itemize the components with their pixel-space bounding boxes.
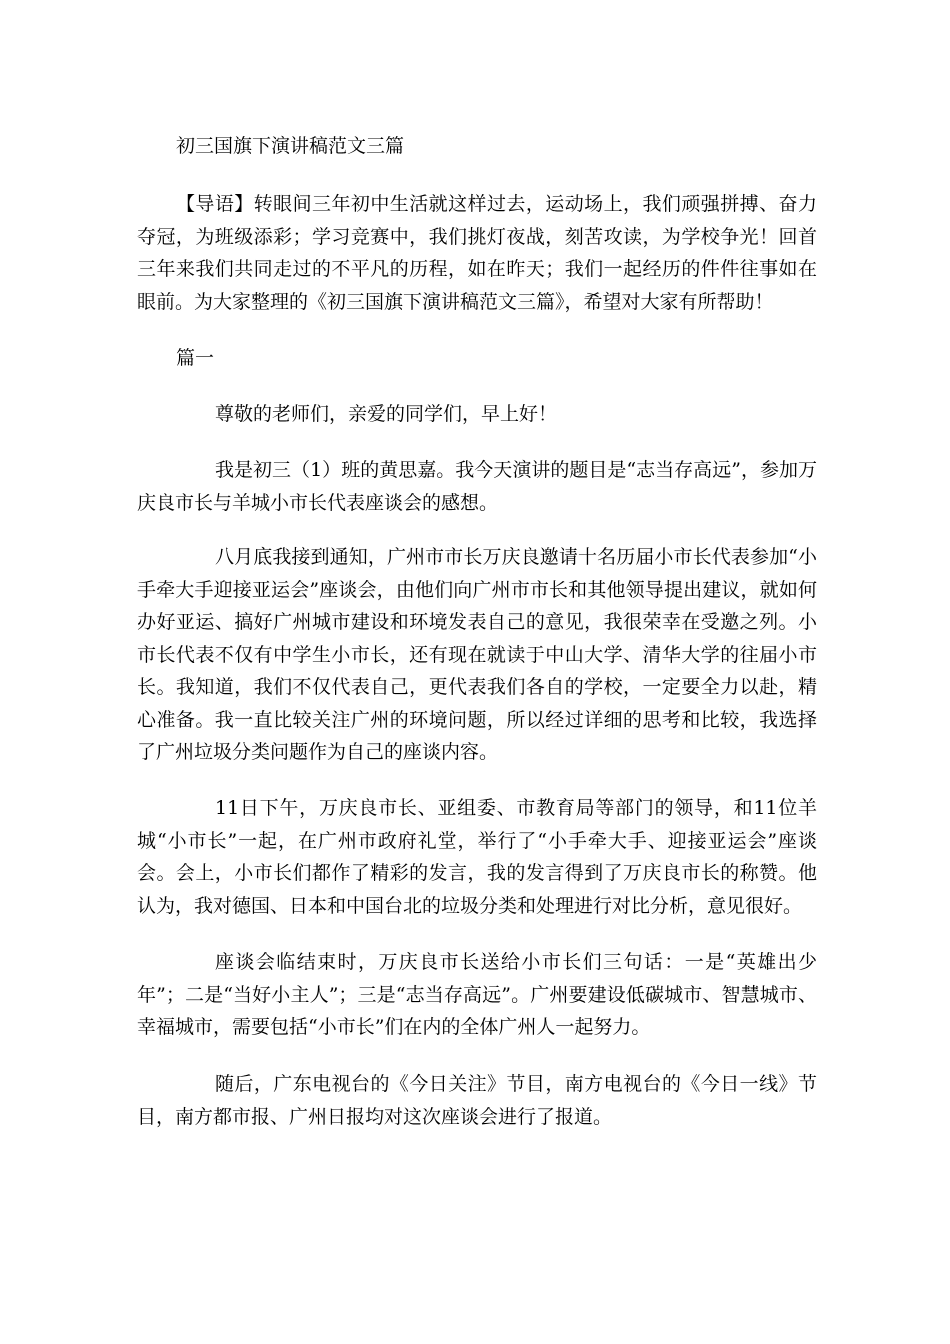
document-title: 初三国旗下演讲稿范文三篇 <box>176 135 405 157</box>
intro-paragraph: 【导语】转眼间三年初中生活就这样过去，运动场上，我们顽强拼搏、奋力夺冠，为班级添彩；学习竞赛中，我们挑灯夜战，刻苦攻读，为学校争光！回首三年来我们共同走过的不平凡的历程，如在昨天；我们一起经历的件件往事如在眼前。为大家整理的《初三国旗下演讲稿范文三篇》，希望对大家有所帮助！ <box>137 193 817 313</box>
section-heading: 篇一 <box>176 347 215 369</box>
body-paragraph: 随后，广东电视台的《今日关注》节目，南方电视台的《今日一线》节目，南方都市报、广州日报均对这次座谈会进行了报道。 <box>137 1073 817 1128</box>
body-paragraph: 座谈会临结束时，万庆良市长送给小市长们三句话：一是“英雄出少年”；二是“当好小主人”；三是“志当存高远”。广州要建设低碳城市、智慧城市、幸福城市，需要包括“小市长”们在内的全体广州人一起努力。 <box>137 951 817 1038</box>
body-paragraph: 11日下午，万庆良市长、亚组委、市教育局等部门的领导，和11位羊城“小市长”一起，在广州市政府礼堂，举行了“小手牵大手、迎接亚运会”座谈会。会上，小市长们都作了精彩的发言，我的发言得到了万庆良市长的称赞。他认为，我对德国、日本和中国台北的垃圾分类和处理进行对比分析，意见很好。 <box>137 797 817 917</box>
body-paragraph: 尊敬的老师们，亲爱的同学们，早上好！ <box>215 403 558 425</box>
body-paragraph: 我是初三（1）班的黄思嘉。我今天演讲的题目是“志当存高远”，参加万庆良市长与羊城小市长代表座谈会的感想。 <box>137 459 817 514</box>
body-paragraph: 八月底我接到通知，广州市市长万庆良邀请十名历届小市长代表参加“小手牵大手迎接亚运会”座谈会，由他们向广州市市长和其他领导提出建议，就如何办好亚运、搞好广州城市建设和环境发表自己的意见，我很荣幸在受邀之列。小市长代表不仅有中学生小市长，还有现在就读于中山大学、清华大学的往届小市长。我知道，我们不仅代表自己，更代表我们各自的学校，一定要全力以赴，精心准备。我一直比较关注广州的环境问题，所以经过详细的思考和比较，我选择了广州垃圾分类问题作为自己的座谈内容。 <box>137 546 817 763</box>
